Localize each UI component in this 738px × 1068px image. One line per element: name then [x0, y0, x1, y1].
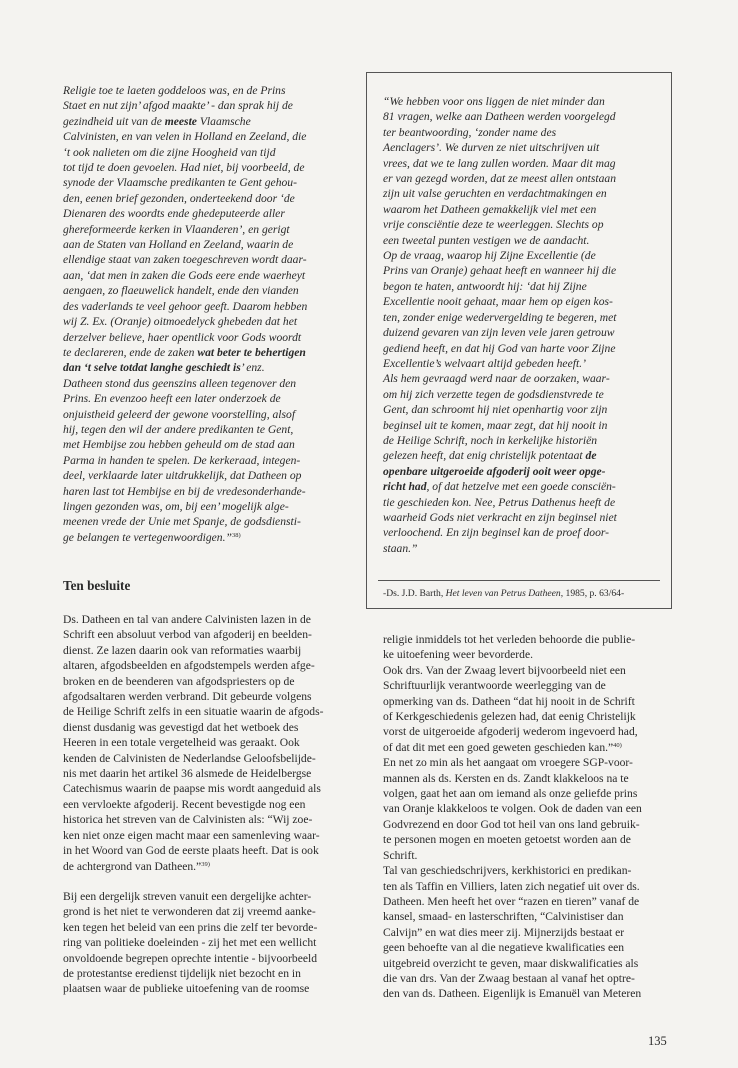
- quote-line: derzelver believe, haer opentlick voor Gods woordt: [63, 330, 302, 344]
- body-line: een vervloekte afgoderij. Recent bevestigde nog een: [63, 797, 306, 811]
- quote-line: lingen gezonden was, om, bij een’ mogelijk alge-: [63, 499, 289, 513]
- box-line: Op de vraag, waarop hij Zijne Excellentie (de: [383, 249, 596, 263]
- source-prefix: -Ds. J.D. Barth,: [383, 588, 446, 599]
- box-line: ten, zonder enige wedervergelding te begeren, met: [383, 310, 617, 324]
- quote-line: Dienaren des woordts ende ghedeputeerde aller: [63, 207, 285, 221]
- quote-line: tot tijd te doen gevoelen. Had niet, bij voorbeeld, de: [63, 161, 305, 175]
- box-line: [383, 464, 657, 479]
- quote-line: Calvinisten, en van velen in Holland en Zeeland, die: [63, 130, 307, 144]
- box-line: beginsel uit te komen, maar zegt, dat hij nooit in: [383, 418, 608, 432]
- body-line: grond is het niet te verwonderen dat zij vreemd aanke-: [63, 905, 316, 919]
- box-line: Excellentie nooit gehaat, maar hem op eigen kos-: [383, 295, 613, 309]
- body-line: religie inmiddels tot het verleden behoorde die publie-: [383, 633, 636, 646]
- body-line: of Kerkgeschiedenis gelezen had, dat eenig Christelijk: [383, 710, 636, 724]
- quote-line: deel, verklaarde later uitdrukkelijk, dat Datheen op: [63, 469, 302, 483]
- page-number: 135: [648, 1034, 667, 1048]
- quote-line: haren last tot Hembijse en bij de vredesonderhande-: [63, 484, 306, 498]
- quote-line: onjuistheid geleerd der gewone voorstelling, alsof: [63, 407, 296, 421]
- quote-line: synode der Vlaamsche predikanten te Gent gehou-: [63, 176, 297, 190]
- body-line: afgodsaltaren werden verbrand. Dit gebeurde volgens: [63, 690, 312, 704]
- body-line: de protestantse eredienst tijdelijk niet bezocht en in: [63, 966, 301, 980]
- quote-line: Prins. En evenzoo heeft een later onderzoek de: [63, 392, 281, 406]
- box-line: “We hebben voor ons liggen de niet minder dan: [383, 95, 605, 108]
- box-line: vrees, dat we te lang zullen worden. Maar dit mag: [383, 156, 616, 170]
- box-line: vrije consciëntie deze te weerleggen. Slechts op: [383, 218, 604, 232]
- body-line-part: of dat dit met een goed geweten geschieden kan.”: [383, 740, 614, 754]
- box-quotation: [383, 94, 657, 556]
- body-line: Schrift.: [383, 848, 418, 862]
- box-divider: [378, 580, 660, 581]
- body-line: Heeren in een totale vergetelheid was geraakt. Ook: [63, 736, 300, 750]
- box-line: [383, 479, 657, 494]
- quote-line: [63, 360, 357, 375]
- body-line: ken tegen het beleid van een prins die zelf ter bevorde-: [63, 920, 318, 934]
- quote-line: ghereformeerde kerken in Vlaanderen’, en gerigt: [63, 222, 290, 236]
- box-line: begon te haten, antwoordt hij: ‘dat hij Zijne: [383, 279, 587, 293]
- body-line: Calvijn” en wat dies meer zij. Mijnerzijds bestaat er: [383, 925, 625, 939]
- quote-line: met Hembijse zou hebben geheuld om de stad aan: [63, 438, 295, 452]
- box-line: een tweetal punten vestigen we de aandacht.: [383, 233, 590, 247]
- box-line: Prins van Oranje) gehaat heeft en wanneer hij die: [383, 264, 617, 278]
- box-line: zijn uit valse geruchten en verdachtmakingen en: [383, 187, 607, 201]
- box-line: ter beantwoording, ‘zonder name des: [383, 125, 557, 139]
- quote-line: [63, 530, 357, 545]
- quote-line-part: gezindheid uit van de: [63, 114, 165, 128]
- quote-line-part: Vlaamsche: [196, 114, 251, 128]
- quote-line-part: te declareren, ende de zaken: [63, 345, 198, 359]
- body-line: Godvrezend en door God tot heil van ons land gebruik-: [383, 817, 640, 831]
- left-quotation: [63, 83, 357, 545]
- box-line-part: , of dat hetzelve met een goede consciën-: [426, 480, 616, 494]
- body-line: dienst dusdanig was gevestigd dat het wetboek des: [63, 720, 299, 734]
- emphasis-behertigen: wat beter te behertigen: [197, 345, 306, 359]
- box-line: Als hem gevraagd werd naar de oorzaken, waar-: [383, 372, 610, 386]
- box-line: gediend heeft, en dat hij God van harte voor Zijne: [383, 341, 616, 355]
- box-line: tie geschieden kon. Nee, Petrus Dathenus heeft de: [383, 495, 616, 509]
- body-line: de Heilige Schrift zelfs in een situatie waarin de afgods-: [63, 705, 324, 719]
- emphasis-geschiedt: dan ‘t selve totdat langhe geschiedt is: [63, 361, 241, 375]
- body-line: kansel, smaad- en lasterschriften, “Calvinistiser dan: [383, 910, 624, 924]
- quote-line: Staet en nut zijn’ afgod maakte’ - dan sprak hij de: [63, 99, 293, 113]
- quote-line: hij, tegen den wil der andere predikanten te Gent,: [63, 422, 294, 436]
- quote-line: [63, 114, 357, 129]
- body-line: Ds. Datheen en tal van andere Calvinisten lazen in de: [63, 613, 311, 626]
- body-line: volgen, gaat het aan om iemand als onze geliefde prins: [383, 787, 638, 801]
- body-line: Schrift een absoluut verbod van afgoderij en beelden-: [63, 628, 312, 642]
- box-line: verloochend. En zijn beginsel kan de proef door-: [383, 526, 610, 540]
- body-line: Catechismus waarin de paapse mis wordt aangeduid als: [63, 782, 321, 796]
- body-line: altaren, afgodsbeelden en afgodstempels werden afge-: [63, 659, 315, 673]
- box-line: Excellentie’s welvaart altijd gebeden heeft.’: [383, 356, 586, 370]
- body-line: Bij een dergelijk streven vanuit een dergelijke achter-: [63, 889, 312, 903]
- body-line: ke uitoefening weer bevorderde.: [383, 648, 534, 662]
- box-line: [383, 448, 657, 463]
- quote-line: den, eenen brief gezonden, onderteekend door ‘de: [63, 191, 295, 205]
- quote-line-part: ’ enz.: [240, 361, 265, 375]
- box-line: om hij zich verzette tegen de godsdienstvrede te: [383, 387, 604, 401]
- quote-line: ‘t ook nalieten om die zijne Hoogheid van tijd: [63, 145, 276, 159]
- body-line: ken niet onze eigen macht maar een samenleving waar-: [63, 828, 320, 842]
- emphasis-richt: richt had: [383, 480, 427, 494]
- box-line: waarom het Datheen gemakkelijk viel met een: [383, 202, 597, 216]
- quote-line: Datheen stond dus geenszins alleen tegenover den: [63, 376, 297, 390]
- quote-line: aan, ‘dat men in zaken die Gods eere ende waerheyt: [63, 268, 306, 282]
- body-line: Datheen. Men heeft het over “razen en tieren” vanaf de: [383, 894, 640, 908]
- body-line: broken en de beenderen van afgodspriesters op de: [63, 674, 295, 688]
- quote-line: ellendige staat van zaken toegeschreven wordt daar-: [63, 253, 307, 267]
- body-line: die van drs. Van der Zwaag bestaan al vanaf het optre-: [383, 971, 635, 985]
- box-line: 81 vragen, welke aan Datheen werden voorgelegd: [383, 110, 616, 124]
- source-suffix: , 1985, p. 63/64-: [560, 588, 625, 599]
- quote-line: wij Z. Ex. (Oranje) oitmoedelyck ghebeden dat het: [63, 315, 298, 329]
- body-line: nis met daarin het artikel 36 alsmede de Heidelbergse: [63, 767, 312, 781]
- body-line: geen behoefte van al die negatieve kwalificaties een: [383, 941, 625, 955]
- left-body-text: [63, 612, 357, 997]
- body-line: te personen mogen en moeten getoetst worden aan de: [383, 833, 631, 847]
- body-line: uitgebreid overzicht te geven, maar diskwalificaties als: [383, 956, 639, 970]
- body-line: opmerking van ds. Datheen “dat hij nooit in de Schrift: [383, 694, 635, 708]
- body-line: plaatsen waar de publieke uitoefening van de roomse: [63, 982, 310, 996]
- quote-line: aengaen, zo flaeuwelick handelt, ende den vianden: [63, 284, 299, 298]
- body-line: Schriftuurlijk verantwoorde weerlegging van de: [383, 679, 606, 693]
- emphasis-meeste: meeste: [164, 114, 197, 128]
- body-line: van Oranje klakkeloos te volgen. Ook de daden van een: [383, 802, 642, 816]
- box-line: staan.”: [383, 541, 418, 555]
- quote-line-part: ge belangen te vertegenwoordigen.”: [63, 530, 232, 544]
- footnote-ref-40: 40): [613, 741, 622, 749]
- body-line-part: de achtergrond van Datheen.”: [63, 859, 202, 873]
- body-line: kenden de Calvinisten de Nederlandse Geloofsbelijde-: [63, 751, 316, 765]
- box-line: duizend gevaren van zijn leven vele jaren getrouw: [383, 326, 615, 340]
- quote-line: meenen vrede der Unie met Spanje, de godsdiensti-: [63, 515, 301, 529]
- body-line: ring van politieke doeleinden - zij het met een wellicht: [63, 936, 317, 950]
- source-title: Het leven van Petrus Datheen: [445, 588, 561, 599]
- body-line: vorst de uitgeroeide afgoderij wederom ingevoerd had,: [383, 725, 638, 739]
- body-line: Tal van geschiedschrijvers, kerkhistorici en predikan-: [383, 864, 632, 878]
- body-line: dienst. Ze lazen daarin ook van reformaties waarbij: [63, 643, 302, 657]
- body-line: in het Woord van God de eerste plaats heeft. Dat is ook: [63, 844, 319, 858]
- body-line: ten als Taffin en Villiers, laten zich negatief uit over ds.: [383, 879, 640, 893]
- body-line: den van ds. Datheen. Eigenlijk is Emanuël van Meteren: [383, 987, 642, 1001]
- body-line: [383, 740, 673, 755]
- body-line: En net zo min als het aangaat om vroegere SGP-voor-: [383, 756, 633, 770]
- body-line: [63, 859, 357, 874]
- box-line: Gent, dan schroomt hij niet openhartig voor zijn: [383, 403, 608, 417]
- right-body-text: [383, 632, 673, 1002]
- section-heading: Ten besluite: [63, 578, 131, 593]
- quote-line: [63, 345, 357, 360]
- box-line: de Heilige Schrift, noch in kerkelijke historiën: [383, 433, 598, 447]
- quote-line: des vaderlands te veel gehoor geeft. Daarom hebben: [63, 299, 308, 313]
- body-line: onvoldoende begrepen oprechte intentie - bijvoorbeeld: [63, 951, 318, 965]
- box-line-part: gelezen heeft, dat enig christelijk potentaat: [383, 449, 586, 463]
- emphasis-openbare: openbare uitgeroeide afgoderij ooit weer opge-: [383, 464, 606, 478]
- body-line: Ook drs. Van der Zwaag levert bijvoorbeeld niet een: [383, 663, 626, 677]
- paragraph-gap: [63, 874, 357, 889]
- body-line: mannen als ds. Kersten en ds. Zandt klakkeloos na te: [383, 771, 629, 785]
- quote-line: Religie toe te laeten goddeloos was, en de Prins: [63, 84, 286, 97]
- box-source-citation: [383, 587, 663, 600]
- emphasis-de: de: [585, 449, 597, 463]
- box-line: Aenclagers’. We durven ze niet uitschrijven uit: [383, 141, 600, 155]
- footnote-ref-39: 39): [201, 860, 210, 868]
- box-line: waarheid Gods niet verkracht en zijn beginsel niet: [383, 510, 617, 524]
- quote-line: Parma in handen te spelen. De kerkeraad, integen-: [63, 453, 301, 467]
- quote-line: aan de Staten van Holland en Zeeland, waarin de: [63, 238, 294, 252]
- body-line: historica het streven van de Calvinisten als: “Wij zoe-: [63, 813, 313, 827]
- footnote-ref-38: 38): [231, 531, 241, 539]
- box-line: er van gezegd worden, dat ze meest allen ontstaan: [383, 172, 617, 186]
